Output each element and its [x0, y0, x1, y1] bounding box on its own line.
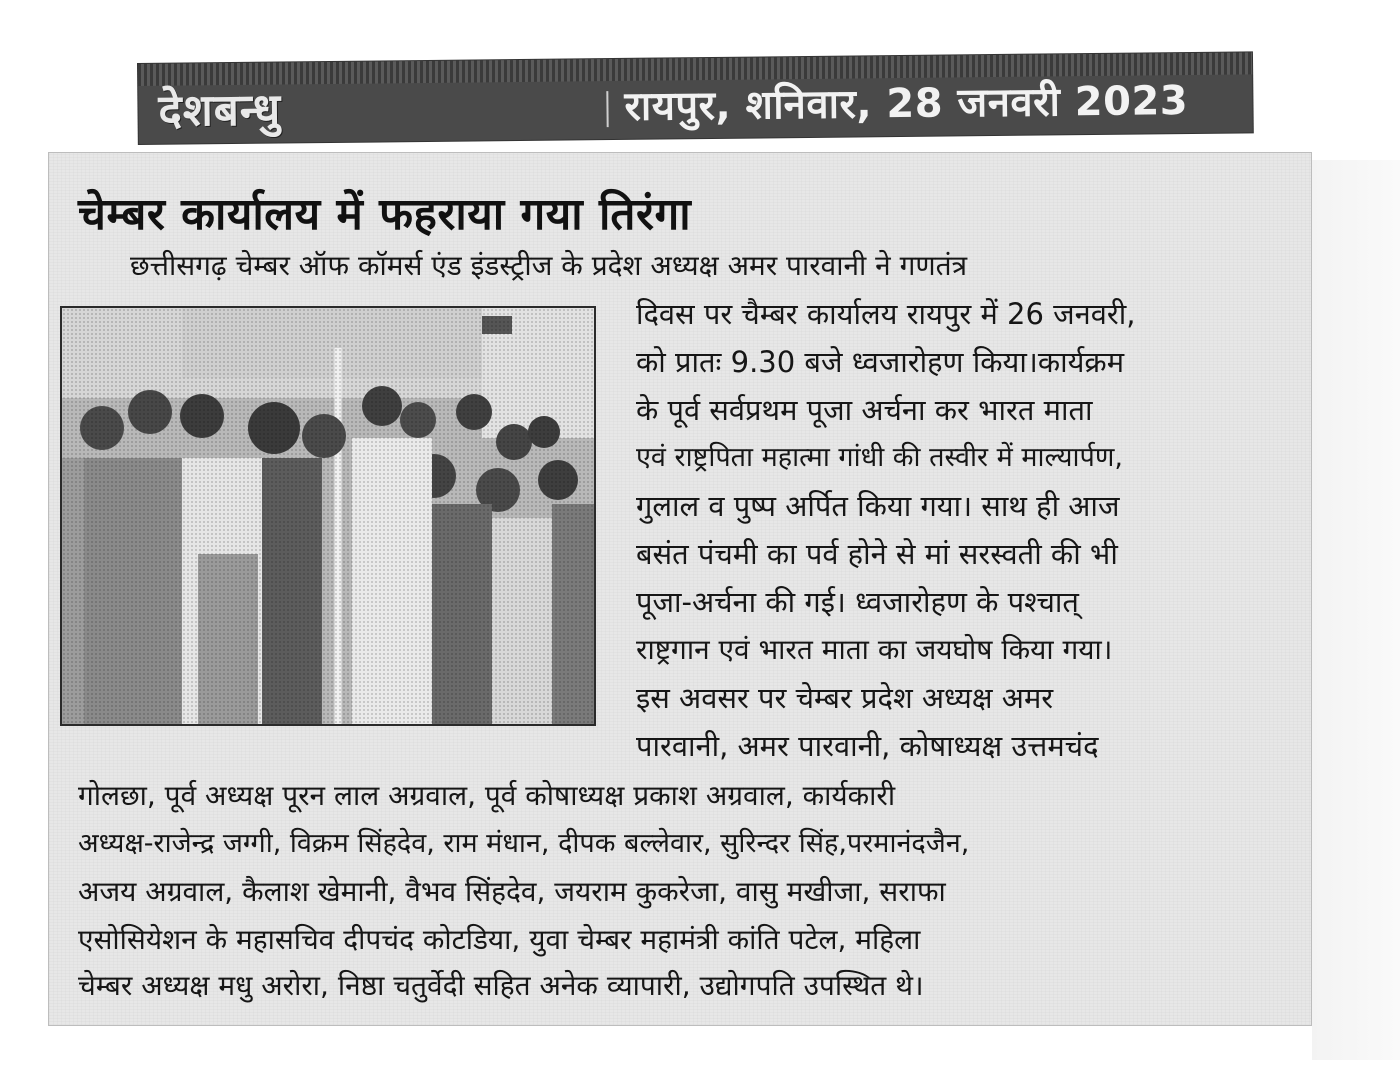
article-line: गोलछा, पूर्व अध्यक्ष पूरन लाल अग्रवाल, पूर्व कोषाध्यक्ष प्रकाश अग्रवाल, कार्यकारी	[78, 779, 896, 812]
article-line: अजय अग्रवाल, कैलाश खेमानी, वैभव सिंहदेव, जयराम कुकरेजा, वासु मखीजा, सराफा	[78, 875, 946, 908]
article-line: एवं राष्ट्रपिता महात्मा गांधी की तस्वीर में माल्यार्पण,	[636, 442, 1123, 473]
article-line: पारवानी, अमर पारवानी, कोषाध्यक्ष उत्तमचंद	[636, 729, 1099, 763]
article-headline: चेम्बर कार्यालय में फहराया गया तिरंगा	[78, 189, 692, 240]
article-line: राष्ट्रगान एवं भारत माता का जयघोष किया गया।	[636, 633, 1113, 666]
article-line: पूजा-अर्चना की गई। ध्वजारोहण के पश्चात्	[636, 585, 1079, 619]
article-line: के पूर्व सर्वप्रथम पूजा अर्चना कर भारत माता	[636, 393, 1093, 427]
masthead-dateline: रायपुर, शनिवार, 28 जनवरी 2023	[624, 78, 1189, 130]
newspaper-masthead	[138, 52, 1253, 144]
article-line: को प्रातः 9.30 बजे ध्वजारोहण किया।कार्यक्रम	[636, 345, 1125, 379]
newspaper-logo: देशबन्धु	[158, 84, 282, 137]
adjacent-page-margin	[1312, 160, 1400, 1060]
flag-hoisting-photo	[60, 306, 596, 726]
article-line: चेम्बर अध्यक्ष मधु अरोरा, निष्ठा चतुर्वेदी सहित अनेक व्यापारी, उद्योगपति उपस्थित थे।	[78, 969, 924, 1002]
article-line: छत्तीसगढ़ चेम्बर ऑफ कॉमर्स एंड इंडस्ट्रीज के प्रदेश अध्यक्ष अमर पारवानी ने गणतंत्र	[130, 249, 968, 282]
article-line: बसंत पंचमी का पर्व होने से मां सरस्वती की भी	[636, 537, 1118, 571]
masthead-separator	[606, 91, 608, 127]
article-line: दिवस पर चैम्बर कार्यालय रायपुर में 26 जनवरी,	[636, 297, 1136, 331]
article-line: इस अवसर पर चेम्बर प्रदेश अध्यक्ष अमर	[636, 681, 1054, 715]
photo-illustration	[62, 308, 594, 724]
article-line: एसोसियेशन के महासचिव दीपचंद कोटडिया, युवा चेम्बर महामंत्री कांति पटेल, महिला	[78, 923, 921, 956]
article-line: अध्यक्ष-राजेन्द्र जग्गी, विक्रम सिंहदेव, राम मंधान, दीपक बल्लेवार, सुरिन्दर सिंह,परमानंदजैन,	[78, 828, 970, 859]
article-line: गुलाल व पुष्प अर्पित किया गया। साथ ही आज	[636, 489, 1120, 523]
